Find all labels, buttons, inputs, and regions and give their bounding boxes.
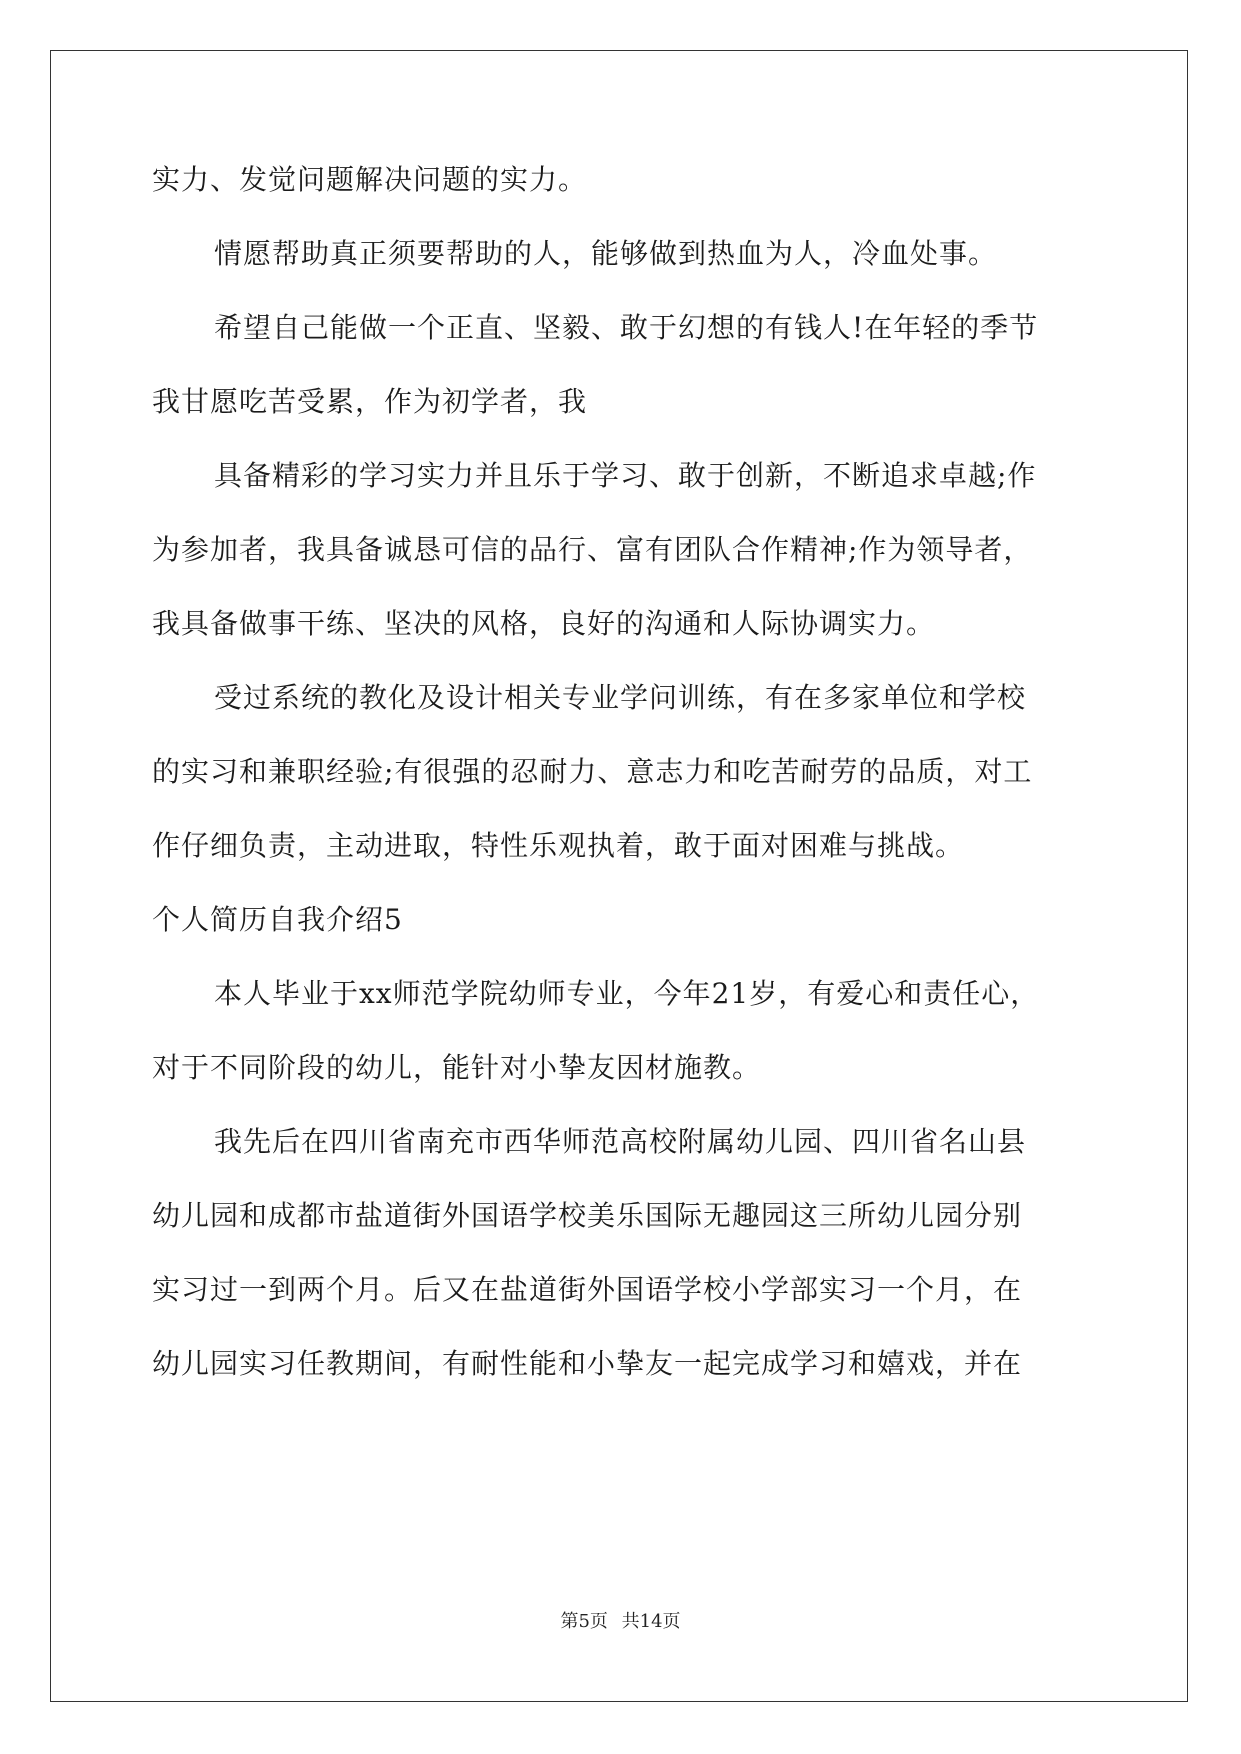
paragraph-line: 具备精彩的学习实力并且乐于学习、敢于创新，不断追求卓越;作: [214, 459, 1037, 492]
paragraph-line: 受过系统的教化及设计相关专业学问训练，有在多家单位和学校: [214, 681, 1027, 714]
page-footer: [0, 1610, 1241, 1634]
paragraph-line: 的实习和兼职经验;有很强的忍耐力、意志力和吃苦耐劳的品质，对工: [152, 755, 1033, 788]
paragraph-line: 我甘愿吃苦受累，作为初学者，我: [152, 385, 588, 418]
paragraph-line: 本人毕业于xx师范学院幼师专业，今年21岁，有爱心和责任心，: [214, 977, 1040, 1010]
page-number: 第5页: [560, 1611, 608, 1632]
page-frame: [50, 50, 1188, 1702]
paragraph-line: 希望自己能做一个正直、坚毅、敢于幻想的有钱人!在年轻的季节: [214, 311, 1039, 344]
paragraph-line: 作仔细负责，主动进取，特性乐观执着，敢于面对困难与挑战。: [152, 829, 965, 862]
section-heading: 个人简历自我介绍5: [152, 903, 403, 936]
paragraph-line: 我先后在四川省南充市西华师范高校附属幼儿园、四川省名山县: [214, 1125, 1027, 1158]
paragraph-line: 幼儿园实习任教期间，有耐性能和小挚友一起完成学习和嬉戏，并在: [152, 1347, 1023, 1380]
paragraph-line: 我具备做事干练、坚决的风格，良好的沟通和人际协调实力。: [152, 607, 936, 640]
paragraph-line: 为参加者，我具备诚恳可信的品行、富有团队合作精神;作为领导者，: [152, 533, 1033, 566]
paragraph-line: 幼儿园和成都市盐道街外国语学校美乐国际无趣园这三所幼儿园分别: [152, 1199, 1023, 1232]
paragraph-line: 实力、发觉问题解决问题的实力。: [152, 163, 588, 196]
paragraph-line: 对于不同阶段的幼儿，能针对小挚友因材施教。: [152, 1051, 762, 1084]
paragraph-line: 情愿帮助真正须要帮助的人，能够做到热血为人，冷血处事。: [214, 237, 998, 270]
page-total: 共14页: [621, 1611, 681, 1632]
paragraph-line: 实习过一到两个月。后又在盐道街外国语学校小学部实习一个月，在: [152, 1273, 1023, 1306]
